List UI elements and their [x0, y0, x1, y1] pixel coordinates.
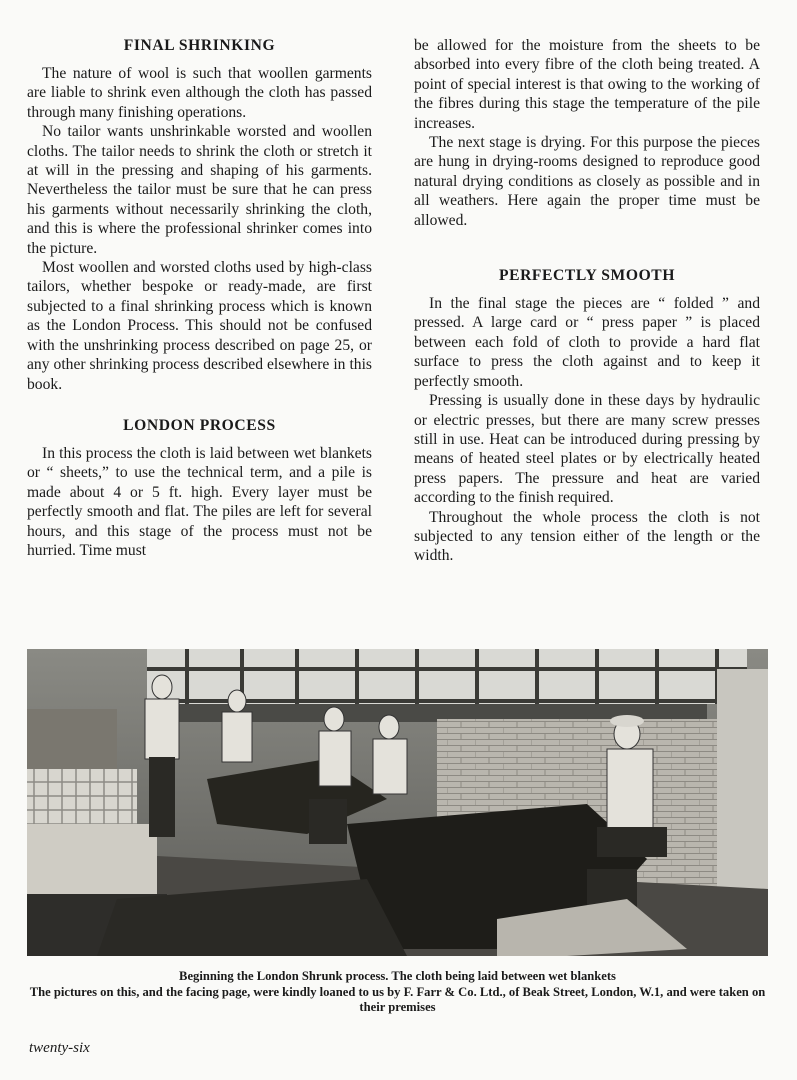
photo-caption [27, 969, 768, 1016]
workshop-photograph-illustration [27, 649, 768, 956]
page-number: twenty-six [29, 1040, 90, 1056]
paragraph: No tailor wants unshrinkable worsted and woollen cloths. The tailor needs to shrink the cloth or stretch it at will in the pressing and shaping of his garments. Nevertheless the tailor must be sure that he can press his garments without necessarily shrinking the cloth, and this is where the professional shrinker comes into the picture. [27, 123, 372, 257]
paragraph: Pressing is usually done in these days by hydraulic or electric presses, but there are many screw presses still in use. Heat can be introduced during pressing by means of heated steel plates or by electrically heated press papers. The pressure and heat are varied according to the finish required. [414, 392, 760, 507]
left-column [27, 36, 372, 560]
paragraph: In the final stage the pieces are “ folded ” and pressed. A large card or “ press paper ” is placed between each fold of cloth to provide a hard flat surface to press the cloth against and to keep it perfectly smooth. [414, 295, 760, 390]
heading-london-process: LONDON PROCESS [123, 416, 276, 434]
paragraph-continued: be allowed for the moisture from the sheets to be absorbed into every fibre of the cloth being treated. A point of special interest is that owing to the working of the fibres during this stage the temperature of the pile increases. [414, 37, 760, 132]
workshop-photograph [27, 649, 768, 956]
paragraph: Throughout the whole process the cloth is not subjected to any tension either of the length or the width. [414, 508, 760, 565]
paragraph: In this process the cloth is laid between wet blankets or “ sheets,” to use the technical term, and a pile is made about 4 or 5 ft. high. Every layer must be perfectly smooth and flat. The piles are left for several hours, and this stage of the process must not be hurried. Time must [27, 444, 372, 559]
heading-perfectly-smooth: PERFECTLY SMOOTH [498, 267, 676, 285]
paragraph: Most woollen and worsted cloths used by high-class tailors, whether bespoke or ready-made, are first subjected to a final shrinking process which is known as the London Process. This should not be confused with the unshrinking process described on page 25, or any other shrinking process described elsewhere in this book. [27, 259, 372, 393]
paragraph: The nature of wool is such that woollen garments are liable to shrink even although the cloth has passed through many finishing operations. [27, 65, 372, 121]
paragraph: The next stage is drying. For this purpose the pieces are hung in drying-rooms designed to reproduce good natural drying conditions as closely as possible and in all weathers. Here again the proper time must be allowed. [414, 134, 760, 229]
caption-line-2: The pictures on this, and the facing page, were kindly loaned to us by F. Farr & Co. Ltd., of Beak Street, London, W.1, and were taken on their premises [29, 984, 766, 1014]
caption-line-1: Beginning the London Shrunk process. The cloth being laid between wet blankets [179, 969, 616, 983]
heading-final-shrinking: FINAL SHRINKING [123, 37, 276, 54]
right-column [414, 36, 760, 566]
